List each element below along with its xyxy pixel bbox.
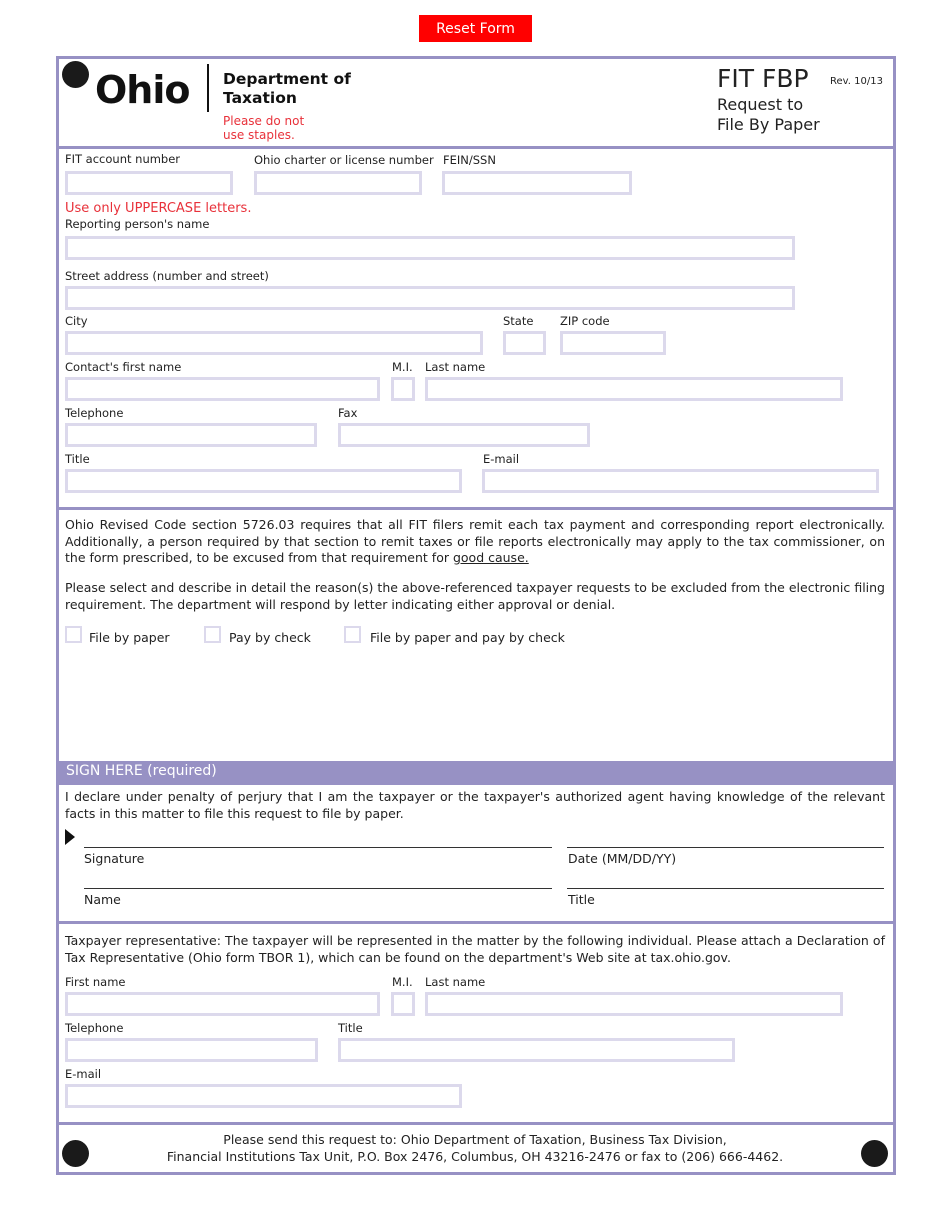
charter-field[interactable] [254,171,422,195]
signature-line[interactable] [84,847,552,848]
fein-field[interactable] [442,171,632,195]
file-by-paper-label: File by paper [89,630,170,645]
revision: Rev. 10/13 [830,76,883,87]
section-divider-2 [59,921,893,924]
email-label: E-mail [483,452,520,466]
rep-first-name-label: First name [65,975,126,989]
rep-last-name-label: Last name [425,975,486,989]
fax-label: Fax [338,406,358,420]
state-label: State [503,314,534,328]
rep-email-label: E-mail [65,1067,102,1081]
reporting-name-field[interactable] [65,236,795,260]
logo-divider [207,64,209,112]
section-divider-1 [59,507,893,510]
file-by-paper-checkbox[interactable] [65,626,82,643]
rep-mi-label: M.I. [392,975,413,989]
contact-last-label: Last name [425,360,486,374]
email-field[interactable] [482,469,879,493]
fax-field[interactable] [338,423,590,447]
punch-hole-top-left [62,61,89,88]
name-line[interactable] [84,888,552,889]
ohio-logo: Ohio [95,68,190,112]
fein-label: FEIN/SSN [443,153,496,167]
punch-hole-bottom-left [62,1140,89,1167]
street-label: Street address (number and street) [65,269,269,283]
state-field[interactable] [503,331,546,355]
title-field[interactable] [65,469,462,493]
sign-here-bar: SIGN HERE (required) [59,761,893,785]
representative-text: Taxpayer representative: The taxpayer will be represented in the matter by the following individual. Please attach a Declaration of Tax Representative (Ohio form TBOR 1), which can be found on the department's Web site at tax.ohio.gov. [65,933,885,965]
rep-email-field[interactable] [65,1084,462,1108]
rep-telephone-field[interactable] [65,1038,318,1062]
reset-form-button[interactable]: Reset Form [419,15,532,42]
date-line[interactable] [567,847,884,848]
rep-mi-field[interactable] [391,992,415,1016]
good-cause-link[interactable]: good cause. [452,550,529,565]
name-label: Name [84,892,121,907]
rep-first-name-field[interactable] [65,992,380,1016]
form-id: FIT FBP [717,64,809,93]
uppercase-note: Use only UPPERCASE letters. [65,201,252,216]
instruction-paragraph: Please select and describe in detail the reason(s) the above-referenced taxpayer requests to be excluded from the electronic filing requirement. The department will respond by letter indicating either approval or denial. [65,580,885,612]
rep-telephone-label: Telephone [65,1021,124,1035]
rep-title-field[interactable] [338,1038,735,1062]
punch-hole-bottom-right [861,1140,888,1167]
title-label: Title [65,452,90,466]
sign-arrow-icon [65,829,75,845]
street-field[interactable] [65,286,795,310]
header-divider [59,146,893,149]
rep-last-name-field[interactable] [425,992,843,1016]
contact-last-field[interactable] [425,377,843,401]
pay-by-check-label: Pay by check [229,630,311,645]
reporting-name-label: Reporting person's name [65,217,210,231]
contact-mi-label: M.I. [392,360,413,374]
rep-title-label: Title [338,1021,363,1035]
form-title: Request to File By Paper [717,95,820,134]
sign-title-label: Title [568,892,595,907]
charter-label: Ohio charter or license number [254,153,434,167]
telephone-field[interactable] [65,423,317,447]
contact-first-label: Contact's first name [65,360,182,374]
fit-account-label: FIT account number [65,152,181,166]
date-label: Date (MM/DD/YY) [568,851,677,866]
fit-account-field[interactable] [65,171,233,195]
signature-label: Signature [84,851,145,866]
contact-mi-field[interactable] [391,377,415,401]
zip-label: ZIP code [560,314,610,328]
mailing-instructions: Please send this request to: Ohio Department of Taxation, Business Tax Division, Financial Institutions Tax Unit, P.O. Box 2476, Columbus, OH 43216-2476 or fax to (206) 666-4462. [166,1132,784,1164]
declaration-text: I declare under penalty of perjury that I am the taxpayer or the taxpayer's authorized agent having knowledge of the relevant facts in this matter to file this request to file by paper. [65,789,885,821]
telephone-label: Telephone [65,406,124,420]
file-and-pay-checkbox[interactable] [344,626,361,643]
city-field[interactable] [65,331,483,355]
statute-paragraph: Ohio Revised Code section 5726.03 requires that all FIT filers remit each tax payment and corresponding report electronically. Additionally, a person required by that section to remit taxes or file reports electronically may apply to the tax commissioner, on the form prescribed, to be excused from that requirement for good cause. [65,517,885,565]
pay-by-check-checkbox[interactable] [204,626,221,643]
sign-title-line[interactable] [567,888,884,889]
zip-field[interactable] [560,331,666,355]
department-name: Department of Taxation [223,70,351,107]
section-divider-3 [59,1122,893,1125]
contact-first-field[interactable] [65,377,380,401]
file-and-pay-label: File by paper and pay by check [370,630,565,645]
staples-note: Please do not use staples. [223,114,305,142]
city-label: City [65,314,88,328]
